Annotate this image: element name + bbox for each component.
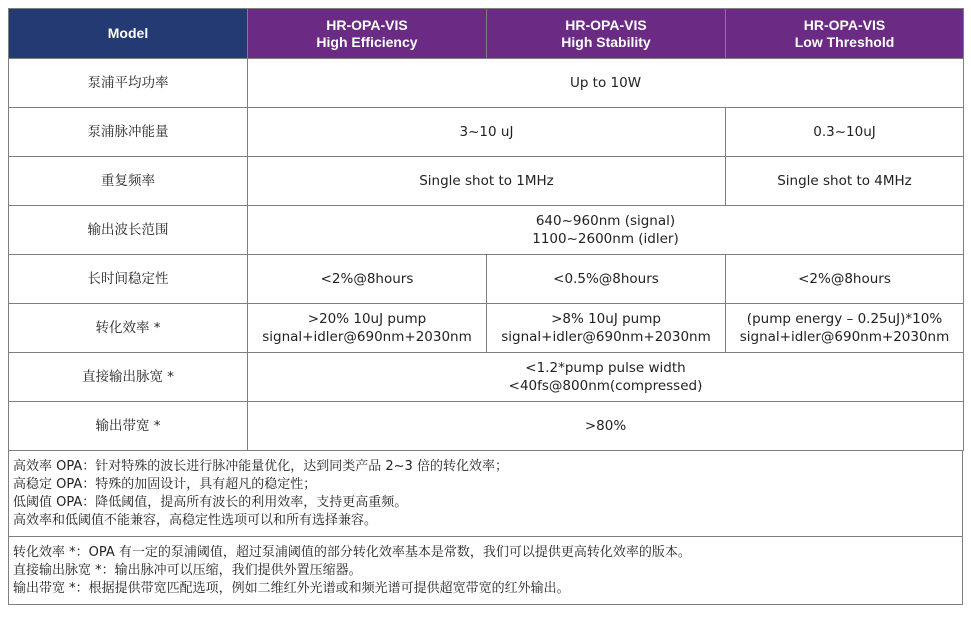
row-label: 转化效率 *	[9, 304, 248, 353]
pulse-width-value	[248, 353, 964, 402]
pump-power-value: Up to 10W	[248, 59, 964, 108]
pump-energy-value: 3~10 uJ	[248, 108, 726, 157]
row-label: 泵浦平均功率	[9, 59, 248, 108]
bandwidth-value: >80%	[248, 402, 964, 451]
note-line: 高效率和低阈值不能兼容，高稳定性选项可以和所有选择兼容。	[13, 513, 378, 528]
stability-high-stability: <0.5%@8hours	[487, 255, 726, 304]
pulse-width-line: <1.2*pump pulse width	[525, 360, 686, 376]
row-pulse-width	[9, 353, 964, 402]
row-label: 泵浦脉冲能量	[9, 108, 248, 157]
row-wavelength	[9, 206, 964, 255]
row-label: 输出波长范围	[9, 206, 248, 255]
row-label: 输出带宽 *	[9, 402, 248, 451]
row-label: 直接输出脉宽 *	[9, 353, 248, 402]
row-bandwidth	[9, 402, 964, 451]
wavelength-value	[248, 206, 964, 255]
product-variant: High Stability	[561, 33, 651, 50]
efficiency-line: signal+idler@690nm+2030nm	[739, 329, 950, 345]
efficiency-line: >8% 10uJ pump	[551, 311, 661, 327]
row-pump-power	[9, 59, 964, 108]
notes-footnotes	[9, 536, 962, 604]
product-variant: High Efficiency	[316, 33, 418, 50]
row-efficiency	[9, 304, 964, 353]
pump-energy-low-threshold: 0.3~10uJ	[726, 108, 964, 157]
row-stability	[9, 255, 964, 304]
rep-rate-value: Single shot to 1MHz	[248, 157, 726, 206]
stability-high-efficiency: <2%@8hours	[248, 255, 487, 304]
efficiency-line: >20% 10uJ pump	[307, 311, 427, 327]
note-line: 转化效率 *：OPA 有一定的泵浦阈值，超过泵浦阈值的部分转化效率基本是常数，我们可以提供更高转化效率的版本。	[13, 545, 691, 560]
note-line: 低阈值 OPA：降低阈值，提高所有波长的利用效率，支持更高重频。	[13, 495, 408, 510]
product-header-high-stability	[487, 9, 726, 59]
product-name: HR-OPA-VIS	[326, 16, 408, 33]
efficiency-low-threshold	[726, 304, 964, 353]
spec-table	[8, 8, 964, 451]
spec-sheet	[8, 8, 963, 605]
efficiency-line: (pump energy – 0.25uJ)*10%	[746, 311, 943, 327]
product-name: HR-OPA-VIS	[803, 16, 886, 33]
product-variant: Low Threshold	[794, 33, 895, 50]
wavelength-signal: 640~960nm (signal)	[535, 213, 676, 229]
notes-section	[8, 451, 963, 605]
note-line: 输出带宽 *：根据提供带宽匹配选项，例如二维红外光谱或和频光谱可提供超宽带宽的红外输出。	[13, 581, 570, 596]
model-header: Model	[9, 9, 248, 59]
efficiency-line: signal+idler@690nm+2030nm	[262, 329, 472, 345]
efficiency-high-stability	[487, 304, 726, 353]
stability-low-threshold: <2%@8hours	[726, 255, 964, 304]
note-line: 直接输出脉宽 *：输出脉冲可以压缩，我们提供外置压缩器。	[13, 563, 362, 578]
header-row	[9, 9, 964, 59]
efficiency-high-efficiency	[248, 304, 487, 353]
notes-variants	[9, 451, 962, 536]
wavelength-idler: 1100~2600nm (idler)	[532, 231, 679, 247]
product-header-low-threshold	[726, 9, 964, 59]
note-line: 高效率 OPA：针对特殊的波长进行脉冲能量优化，达到同类产品 2~3 倍的转化效率；	[13, 459, 508, 474]
efficiency-line: signal+idler@690nm+2030nm	[501, 329, 711, 345]
row-label: 长时间稳定性	[9, 255, 248, 304]
pulse-width-line: <40fs@800nm(compressed)	[508, 378, 703, 394]
product-header-high-efficiency	[248, 9, 487, 59]
row-label: 重复频率	[9, 157, 248, 206]
rep-rate-low-threshold: Single shot to 4MHz	[726, 157, 964, 206]
note-line: 高稳定 OPA：特殊的加固设计，具有超凡的稳定性；	[13, 477, 317, 492]
row-pump-energy	[9, 108, 964, 157]
row-rep-rate	[9, 157, 964, 206]
product-name: HR-OPA-VIS	[565, 16, 647, 33]
